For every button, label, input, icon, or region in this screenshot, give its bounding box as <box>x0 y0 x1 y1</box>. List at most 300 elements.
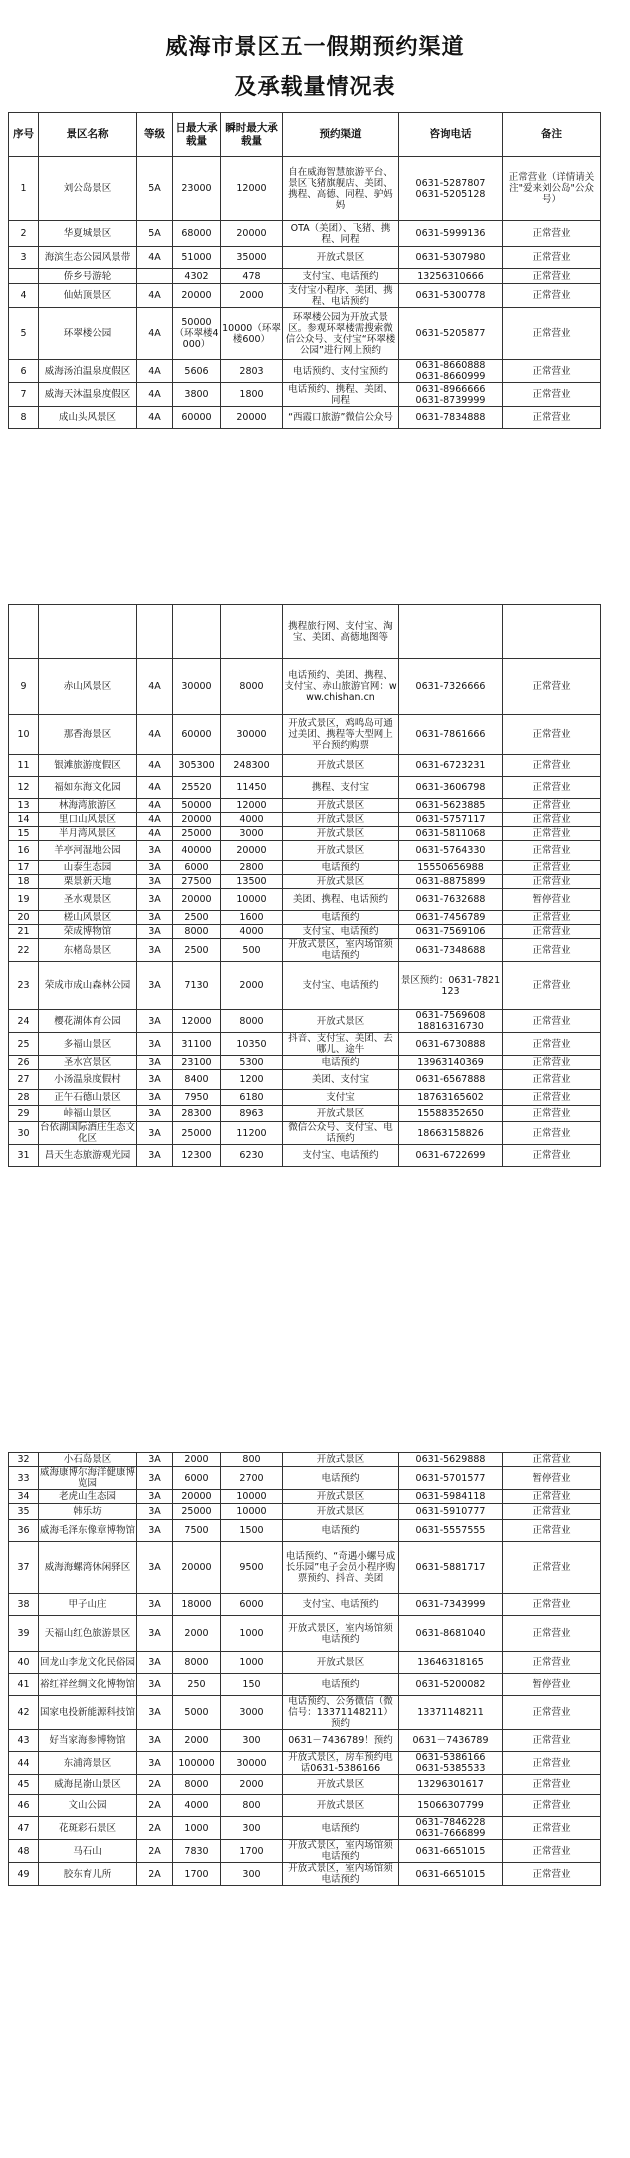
cell-name: 槎山风景区 <box>39 911 137 925</box>
cell-channel: 支付宝、电话预约 <box>283 962 399 1010</box>
cell-phone: 0631-5910777 <box>399 1504 503 1520</box>
cell-channel: 电话预约 <box>283 1056 399 1070</box>
cell-no: 47 <box>9 1817 39 1840</box>
cell-grade: 3A <box>137 1490 173 1504</box>
cell-grade: 5A <box>137 221 173 247</box>
table-row <box>9 1696 601 1730</box>
cell-grade: 3A <box>137 1504 173 1520</box>
cell-channel: 开放式景区 <box>283 247 399 269</box>
cell-no: 2 <box>9 221 39 247</box>
cell-phone: 0631-5764330 <box>399 841 503 861</box>
cell-grade: 3A <box>137 1056 173 1070</box>
cell-channel: 电话预约、支付宝预约 <box>283 360 399 383</box>
cell-instant: 150 <box>221 1674 283 1696</box>
cell-note: 正常营业 <box>503 1520 601 1542</box>
cell-no: 31 <box>9 1145 39 1167</box>
cell-phone: 0631-6723231 <box>399 755 503 777</box>
cell-no: 8 <box>9 407 39 429</box>
cell-phone: 0631-6730888 <box>399 1033 503 1056</box>
cell-phone: 0631-7861666 <box>399 715 503 755</box>
table-row <box>9 1090 601 1106</box>
cell-no: 46 <box>9 1795 39 1817</box>
cell-note: 正常营业 <box>503 1145 601 1167</box>
cell-name: 天福山红色旅游景区 <box>39 1616 137 1652</box>
cell-grade: 3A <box>137 1542 173 1594</box>
table-row <box>9 911 601 925</box>
cell-note: 正常营业 <box>503 715 601 755</box>
table-row <box>9 247 601 269</box>
cell-no: 15 <box>9 827 39 841</box>
cell-instant: 1800 <box>221 383 283 407</box>
cell-note: 正常营业 <box>503 360 601 383</box>
cell-no: 33 <box>9 1467 39 1490</box>
cell-no: 5 <box>9 308 39 360</box>
cell-no: 38 <box>9 1594 39 1616</box>
cell-phone: 15550656988 <box>399 861 503 875</box>
cell-grade: 3A <box>137 1616 173 1652</box>
cell-grade <box>137 605 173 659</box>
cell-phone: 13646318165 <box>399 1652 503 1674</box>
cell-name: 多福山景区 <box>39 1033 137 1056</box>
cell-no: 37 <box>9 1542 39 1594</box>
cell-daily: 6000 <box>173 1467 221 1490</box>
cell-channel: 携程旅行网、支付宝、淘宝、美团、高德地图等 <box>283 605 399 659</box>
cell-daily: 23100 <box>173 1056 221 1070</box>
cell-note: 正常营业 <box>503 1090 601 1106</box>
cell-grade: 4A <box>137 308 173 360</box>
cell-instant: 478 <box>221 269 283 284</box>
cell-instant: 20000 <box>221 841 283 861</box>
cell-phone: 0631-7348688 <box>399 939 503 962</box>
cell-daily: 7500 <box>173 1520 221 1542</box>
cell-channel: 电话预约、美团、携程、支付宝、赤山旅游官网：www.chishan.cn <box>283 659 399 715</box>
cell-note: 正常营业 <box>503 755 601 777</box>
cell-name: 昌天生态旅游观光园 <box>39 1145 137 1167</box>
cell-grade: 4A <box>137 755 173 777</box>
cell-note: 正常营业 <box>503 777 601 799</box>
cell-note: 正常营业 <box>503 1817 601 1840</box>
cell-note: 正常营业 <box>503 1840 601 1863</box>
cell-no: 29 <box>9 1106 39 1122</box>
cell-channel: 开放式景区 <box>283 1775 399 1795</box>
cell-no: 12 <box>9 777 39 799</box>
cell-name: 东浦湾景区 <box>39 1752 137 1775</box>
cell-name: 正午石德山景区 <box>39 1090 137 1106</box>
cell-channel: 开放式景区 <box>283 1453 399 1467</box>
cell-channel: 美团、携程、电话预约 <box>283 889 399 911</box>
cell-note: 暂停营业 <box>503 889 601 911</box>
cell-phone: 0631－7436789 <box>399 1730 503 1752</box>
cell-instant: 6230 <box>221 1145 283 1167</box>
cell-daily: 50000 <box>173 799 221 813</box>
cell-phone: 0631-7569608 18816316730 <box>399 1010 503 1033</box>
cell-grade: 3A <box>137 889 173 911</box>
table-row <box>9 1010 601 1033</box>
cell-note: 正常营业 <box>503 1594 601 1616</box>
table-row <box>9 659 601 715</box>
cell-daily: 51000 <box>173 247 221 269</box>
cell-instant: 1000 <box>221 1652 283 1674</box>
cell-grade: 3A <box>137 1730 173 1752</box>
header-note: 备注 <box>503 113 601 157</box>
cell-grade <box>137 269 173 284</box>
cell-name: 赤山风景区 <box>39 659 137 715</box>
cell-daily: 2500 <box>173 911 221 925</box>
cell-daily: 7130 <box>173 962 221 1010</box>
cell-channel: 支付宝、电话预约 <box>283 925 399 939</box>
cell-phone: 13963140369 <box>399 1056 503 1070</box>
cell-daily: 25000 <box>173 827 221 841</box>
cell-name: 威海汤泊温泉度假区 <box>39 360 137 383</box>
cell-name: 马石山 <box>39 1840 137 1863</box>
cell-name: 刘公岛景区 <box>39 157 137 221</box>
table-row <box>9 1775 601 1795</box>
cell-channel: 0631－7436789！预约 <box>283 1730 399 1752</box>
cell-channel: 支付宝、电话预约 <box>283 1594 399 1616</box>
cell-instant: 2700 <box>221 1467 283 1490</box>
cell-phone: 0631-5557555 <box>399 1520 503 1542</box>
cell-channel: 开放式景区，室内场馆须电话预约 <box>283 1840 399 1863</box>
cell-daily: 7950 <box>173 1090 221 1106</box>
cell-grade: 3A <box>137 911 173 925</box>
cell-grade: 3A <box>137 925 173 939</box>
table-row <box>9 1453 601 1467</box>
cell-grade: 3A <box>137 1106 173 1122</box>
cell-grade: 3A <box>137 1033 173 1056</box>
cell-name: 威海康博尔海洋健康博览园 <box>40 1467 136 1489</box>
table-row <box>9 269 601 284</box>
cell-instant: 11200 <box>221 1122 283 1145</box>
table-row <box>9 1752 601 1775</box>
cell-phone: 0631-5287807 0631-5205128 <box>399 157 503 221</box>
cell-instant: 12000 <box>221 799 283 813</box>
cell-grade: 3A <box>137 939 173 962</box>
cell-name: 羊亭河湿地公园 <box>39 841 137 861</box>
cell-name: 裕红祥丝绸文化博物馆 <box>39 1674 137 1696</box>
cell-daily: 25000 <box>173 1504 221 1520</box>
table-row <box>9 383 601 407</box>
cell-name: 里口山风景区 <box>39 813 137 827</box>
cell-instant: 10000 <box>221 1490 283 1504</box>
table-row <box>9 1795 601 1817</box>
cell-name: 环翠楼公园 <box>39 308 137 360</box>
cell-instant: 3000 <box>221 827 283 841</box>
cell-no: 28 <box>9 1090 39 1106</box>
cell-no: 14 <box>9 813 39 827</box>
cell-channel: 电话预约、携程、美团、同程 <box>283 383 399 407</box>
cell-name: 圣水宫景区 <box>39 1056 137 1070</box>
cell-instant: 2000 <box>221 1775 283 1795</box>
cell-instant: 300 <box>221 1817 283 1840</box>
cell-phone: 0631-7343999 <box>399 1594 503 1616</box>
cell-phone: 0631-5623885 <box>399 799 503 813</box>
table-row <box>9 308 601 360</box>
cell-channel: 自在威海智慧旅游平台、景区飞猪旗舰店、美团、携程、高德、同程、驴妈妈 <box>283 157 399 221</box>
cell-name: 威海毛泽东像章博物馆 <box>39 1520 137 1542</box>
cell-no: 39 <box>9 1616 39 1652</box>
cell-note: 正常营业 <box>503 659 601 715</box>
cell-channel: OTA（美团）、飞猪、携程、同程 <box>283 221 399 247</box>
cell-note: 正常营业 <box>503 1730 601 1752</box>
cell-no: 18 <box>9 875 39 889</box>
cell-channel: 支付宝、电话预约 <box>283 269 399 284</box>
cell-phone: 景区预约：0631-7821123 <box>399 962 503 1010</box>
cell-instant: 10000 <box>221 889 283 911</box>
cell-phone: 0631-6722699 <box>399 1145 503 1167</box>
scenic-table-section-3 <box>8 1452 601 1886</box>
cell-note: 正常营业 <box>503 799 601 813</box>
cell-note: 正常营业 <box>503 875 601 889</box>
cell-daily: 20000 <box>173 284 221 308</box>
table-row <box>9 1467 601 1490</box>
table-row <box>9 841 601 861</box>
cell-grade: 3A <box>137 1090 173 1106</box>
cell-phone: 0631-6651015 <box>399 1863 503 1886</box>
cell-instant: 30000 <box>221 715 283 755</box>
cell-note: 正常营业 <box>503 284 601 308</box>
cell-no: 44 <box>9 1752 39 1775</box>
scenic-table-section-2 <box>8 604 601 1167</box>
cell-note: 正常营业 <box>503 1122 601 1145</box>
cell-phone: 0631-6567888 <box>399 1070 503 1090</box>
cell-daily: 6000 <box>173 861 221 875</box>
cell-channel: 电话预约 <box>283 1467 399 1490</box>
cell-grade: 2A <box>137 1863 173 1886</box>
table-row <box>9 962 601 1010</box>
cell-name: 成山头风景区 <box>39 407 137 429</box>
cell-channel: 电话预约 <box>283 911 399 925</box>
cell-phone: 0631-3606798 <box>399 777 503 799</box>
table-row <box>9 1122 601 1145</box>
cell-instant: 35000 <box>221 247 283 269</box>
cell-instant: 2800 <box>221 861 283 875</box>
table-row <box>9 1840 601 1863</box>
cell-daily: 4000 <box>173 1795 221 1817</box>
header-phone: 咨询电话 <box>399 113 503 157</box>
cell-daily: 20000 <box>173 1490 221 1504</box>
cell-no: 36 <box>9 1520 39 1542</box>
cell-phone: 13371148211 <box>399 1696 503 1730</box>
cell-instant: 1700 <box>221 1840 283 1863</box>
cell-channel: 开放式景区 <box>283 1652 399 1674</box>
cell-note: 正常营业 <box>503 1504 601 1520</box>
cell-no: 19 <box>9 889 39 911</box>
table-row <box>9 1594 601 1616</box>
cell-channel: 环翠楼公园为开放式景区。参观环翠楼需搜索微信公众号、支付宝“环翠楼公园”进行网上预约 <box>283 308 399 360</box>
cell-daily: 8400 <box>173 1070 221 1090</box>
cell-channel: 开放式景区，房车预约电话0631-5386166 <box>283 1752 399 1775</box>
cell-instant: 2803 <box>221 360 283 383</box>
cell-instant: 11450 <box>221 777 283 799</box>
cell-grade: 3A <box>137 841 173 861</box>
cell-name: 威海昆嵛山景区 <box>39 1775 137 1795</box>
cell-daily: 28300 <box>173 1106 221 1122</box>
cell-phone: 0631-5629888 <box>399 1453 503 1467</box>
cell-grade: 3A <box>137 1145 173 1167</box>
cell-name: 韩乐坊 <box>39 1504 137 1520</box>
cell-daily: 60000 <box>173 407 221 429</box>
table-row <box>9 1145 601 1167</box>
cell-channel: 电话预约、“奇遇小螺号成长乐园”电子会员小程序购票预约、抖音、美团 <box>283 1542 399 1594</box>
cell-instant: 4000 <box>221 925 283 939</box>
cell-phone: 15588352650 <box>399 1106 503 1122</box>
table-row <box>9 1520 601 1542</box>
cell-note: 正常营业 <box>503 1752 601 1775</box>
cell-grade: 4A <box>137 247 173 269</box>
cell-name: 福如东海文化园 <box>39 777 137 799</box>
cell-grade: 3A <box>137 962 173 1010</box>
cell-daily: 3800 <box>173 383 221 407</box>
cell-no: 20 <box>9 911 39 925</box>
cell-no: 1 <box>9 157 39 221</box>
cell-channel: 开放式景区 <box>283 1795 399 1817</box>
table-row <box>9 1542 601 1594</box>
cell-no: 45 <box>9 1775 39 1795</box>
cell-phone: 0631-5386166 0631-5385533 <box>399 1752 503 1775</box>
cell-no: 25 <box>9 1033 39 1056</box>
cell-name: 侨乡号游轮 <box>39 269 137 284</box>
cell-no: 40 <box>9 1652 39 1674</box>
cell-channel: 开放式景区 <box>283 827 399 841</box>
cell-instant: 4000 <box>221 813 283 827</box>
cell-channel: 开放式景区 <box>283 1010 399 1033</box>
cell-daily: 12300 <box>173 1145 221 1167</box>
cell-channel: “西霞口旅游”微信公众号 <box>283 407 399 429</box>
table-row <box>9 1616 601 1652</box>
table-row <box>9 813 601 827</box>
cell-channel: 携程、支付宝 <box>283 777 399 799</box>
cell-phone: 0631-7456789 <box>399 911 503 925</box>
cell-instant: 6180 <box>221 1090 283 1106</box>
cell-daily: 50000（环翠楼4000） <box>173 308 221 360</box>
cell-grade: 3A <box>137 1674 173 1696</box>
cell-instant <box>221 605 283 659</box>
cell-no: 48 <box>9 1840 39 1863</box>
cell-daily: 25000 <box>173 1122 221 1145</box>
cell-instant: 10000（环翠楼600） <box>221 308 283 360</box>
cell-grade: 4A <box>137 659 173 715</box>
table-row <box>9 939 601 962</box>
cell-no <box>9 605 39 659</box>
cell-phone: 0631-5300778 <box>399 284 503 308</box>
cell-note <box>503 605 601 659</box>
cell-no: 6 <box>9 360 39 383</box>
table-row <box>9 1056 601 1070</box>
table-row <box>9 1490 601 1504</box>
document-title-line-2: 及承载量情况表 <box>234 74 396 100</box>
cell-instant: 248300 <box>221 755 283 777</box>
cell-daily: 68000 <box>173 221 221 247</box>
table-row <box>9 360 601 383</box>
cell-phone: 0631-8660888 0631-8660999 <box>399 360 503 383</box>
cell-phone: 0631-6651015 <box>399 1840 503 1863</box>
cell-name: 樱花湖体育公园 <box>39 1010 137 1033</box>
cell-instant: 8000 <box>221 1010 283 1033</box>
table-row <box>9 1652 601 1674</box>
cell-daily: 2500 <box>173 939 221 962</box>
cell-no: 32 <box>9 1453 39 1467</box>
cell-channel: 开放式景区 <box>283 1490 399 1504</box>
cell-note: 正常营业 <box>503 221 601 247</box>
cell-name: 甲子山庄 <box>39 1594 137 1616</box>
cell-instant: 300 <box>221 1730 283 1752</box>
cell-no: 4 <box>9 284 39 308</box>
cell-note: 正常营业 <box>503 813 601 827</box>
cell-name: 林海湾旅游区 <box>39 799 137 813</box>
cell-daily: 8000 <box>173 925 221 939</box>
header-no: 序号 <box>9 113 39 157</box>
cell-daily: 1000 <box>173 1817 221 1840</box>
cell-daily: 5606 <box>173 360 221 383</box>
cell-phone: 0631-5881717 <box>399 1542 503 1594</box>
cell-instant: 5300 <box>221 1056 283 1070</box>
cell-instant: 9500 <box>221 1542 283 1594</box>
cell-daily: 5000 <box>173 1696 221 1730</box>
cell-grade: 3A <box>137 1010 173 1033</box>
cell-name: 胶东育儿所 <box>39 1863 137 1886</box>
cell-note: 正常营业（详情请关注"爱来刘公岛"公众号） <box>503 157 601 221</box>
cell-instant: 1600 <box>221 911 283 925</box>
cell-name: 荣成市成山森林公园 <box>39 962 137 1010</box>
cell-name: 小石岛景区 <box>39 1453 137 1467</box>
cell-grade: 3A <box>137 1652 173 1674</box>
cell-instant: 1000 <box>221 1616 283 1652</box>
table-row <box>9 1504 601 1520</box>
cell-note: 暂停营业 <box>503 1674 601 1696</box>
cell-daily: 18000 <box>173 1594 221 1616</box>
cell-channel: 开放式景区 <box>283 875 399 889</box>
cell-no <box>9 269 39 284</box>
header-channel: 预约渠道 <box>283 113 399 157</box>
table-row <box>9 221 601 247</box>
cell-channel: 电话预约 <box>283 1674 399 1696</box>
cell-no: 30 <box>9 1122 39 1145</box>
header-daily: 日最大承载量 <box>173 113 221 157</box>
cell-phone: 0631-5757117 <box>399 813 503 827</box>
cell-no: 24 <box>9 1010 39 1033</box>
cell-daily: 31100 <box>173 1033 221 1056</box>
table-row <box>9 1817 601 1840</box>
cell-name: 国家电投新能源科技馆 <box>39 1696 137 1730</box>
table-row <box>9 889 601 911</box>
cell-daily: 4302 <box>173 269 221 284</box>
cell-no: 49 <box>9 1863 39 1886</box>
cell-no: 42 <box>9 1696 39 1730</box>
cell-phone: 0631-8875899 <box>399 875 503 889</box>
cell-instant: 20000 <box>221 407 283 429</box>
cell-instant: 20000 <box>221 221 283 247</box>
table-row <box>9 715 601 755</box>
cell-daily: 12000 <box>173 1010 221 1033</box>
cell-name: 华夏城景区 <box>39 221 137 247</box>
cell-grade: 3A <box>137 1070 173 1090</box>
cell-daily: 305300 <box>173 755 221 777</box>
cell-name: 回龙山李龙文化民俗园 <box>39 1652 137 1674</box>
cell-phone: 0631-8681040 <box>399 1616 503 1652</box>
cell-daily: 7830 <box>173 1840 221 1863</box>
cell-phone <box>399 605 503 659</box>
cell-note: 正常营业 <box>503 1490 601 1504</box>
cell-daily: 23000 <box>173 157 221 221</box>
cell-grade: 3A <box>137 1594 173 1616</box>
cell-note: 正常营业 <box>503 1070 601 1090</box>
cell-channel: 电话预约 <box>283 861 399 875</box>
cell-note: 暂停营业 <box>503 1467 601 1490</box>
cell-instant: 800 <box>221 1795 283 1817</box>
cell-note: 正常营业 <box>503 962 601 1010</box>
cell-note: 正常营业 <box>503 1010 601 1033</box>
cell-channel: 微信公众号、支付宝、电话预约 <box>283 1122 399 1145</box>
